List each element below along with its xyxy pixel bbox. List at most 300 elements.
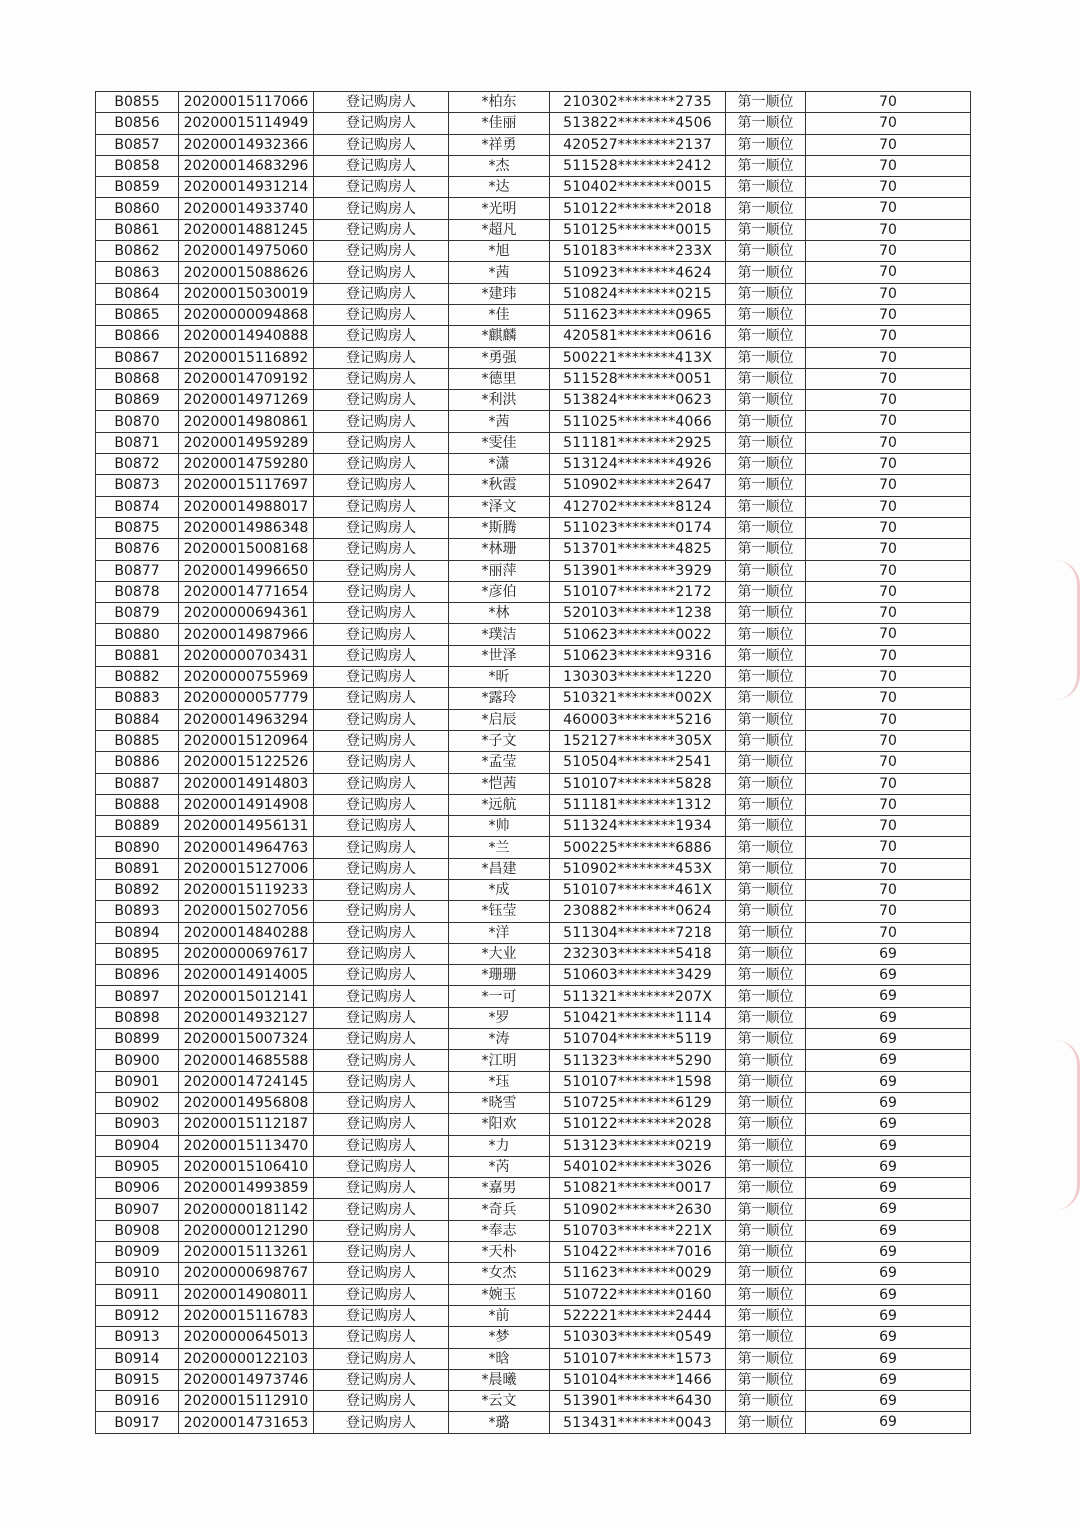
id-number-cell: 460003********5216 (550, 709, 726, 730)
applicant-type-cell: 登记购房人 (314, 134, 449, 155)
registration-table (95, 91, 971, 1434)
score-cell: 70 (806, 794, 971, 815)
application-number-cell: 20200000121290 (179, 1220, 314, 1241)
application-number-cell: 20200015117697 (179, 475, 314, 496)
applicant-name-cell: *建玮 (449, 283, 550, 304)
table-row (96, 390, 971, 411)
priority-cell: 第一顺位 (726, 1305, 806, 1326)
id-number-cell: 510421********1114 (550, 1007, 726, 1028)
score-cell: 70 (806, 92, 971, 113)
table-row (96, 177, 971, 198)
application-number-cell: 20200015030019 (179, 283, 314, 304)
application-number-cell: 20200014963294 (179, 709, 314, 730)
sequence-cell: B0860 (96, 198, 179, 219)
id-number-cell: 513701********4825 (550, 539, 726, 560)
applicant-name-cell: *林 (449, 603, 550, 624)
applicant-type-cell: 登记购房人 (314, 1071, 449, 1092)
table-row (96, 752, 971, 773)
applicant-name-cell: *婉玉 (449, 1284, 550, 1305)
id-number-cell: 510704********5119 (550, 1029, 726, 1050)
table-row (96, 645, 971, 666)
sequence-cell: B0879 (96, 603, 179, 624)
id-number-cell: 510623********0022 (550, 624, 726, 645)
priority-cell: 第一顺位 (726, 688, 806, 709)
id-number-cell: 510107********1573 (550, 1348, 726, 1369)
application-number-cell: 20200000122103 (179, 1348, 314, 1369)
id-number-cell: 510183********233X (550, 241, 726, 262)
score-cell: 69 (806, 1050, 971, 1071)
table-row (96, 1242, 971, 1263)
applicant-type-cell: 登记购房人 (314, 709, 449, 730)
table-row (96, 667, 971, 688)
priority-cell: 第一顺位 (726, 879, 806, 900)
applicant-name-cell: *斯腾 (449, 517, 550, 538)
score-cell: 70 (806, 155, 971, 176)
priority-cell: 第一顺位 (726, 1029, 806, 1050)
applicant-name-cell: *大业 (449, 943, 550, 964)
table-row (96, 113, 971, 134)
score-cell: 70 (806, 368, 971, 389)
applicant-type-cell: 登记购房人 (314, 155, 449, 176)
score-cell: 70 (806, 198, 971, 219)
applicant-type-cell: 登记购房人 (314, 1327, 449, 1348)
applicant-name-cell: *秋霞 (449, 475, 550, 496)
applicant-type-cell: 登记购房人 (314, 283, 449, 304)
application-number-cell: 20200014959289 (179, 432, 314, 453)
table-row (96, 560, 971, 581)
applicant-type-cell: 登记购房人 (314, 986, 449, 1007)
application-number-cell: 20200015008168 (179, 539, 314, 560)
application-number-cell: 20200014973746 (179, 1369, 314, 1390)
application-number-cell: 20200015012141 (179, 986, 314, 1007)
application-number-cell: 20200015120964 (179, 730, 314, 751)
applicant-type-cell: 登记购房人 (314, 1029, 449, 1050)
id-number-cell: 511528********0051 (550, 368, 726, 389)
applicant-name-cell: *世泽 (449, 645, 550, 666)
priority-cell: 第一顺位 (726, 475, 806, 496)
applicant-type-cell: 登记购房人 (314, 1178, 449, 1199)
applicant-name-cell: *前 (449, 1305, 550, 1326)
id-number-cell: 510902********453X (550, 858, 726, 879)
table-row (96, 155, 971, 176)
applicant-type-cell: 登记购房人 (314, 1348, 449, 1369)
score-cell: 70 (806, 262, 971, 283)
score-cell: 70 (806, 858, 971, 879)
applicant-type-cell: 登记购房人 (314, 879, 449, 900)
applicant-type-cell: 登记购房人 (314, 560, 449, 581)
applicant-type-cell: 登记购房人 (314, 858, 449, 879)
sequence-cell: B0890 (96, 837, 179, 858)
applicant-type-cell: 登记购房人 (314, 922, 449, 943)
applicant-name-cell: *子文 (449, 730, 550, 751)
application-number-cell: 20200014914803 (179, 773, 314, 794)
sequence-cell: B0880 (96, 624, 179, 645)
id-number-cell: 510821********0017 (550, 1178, 726, 1199)
applicant-type-cell: 登记购房人 (314, 603, 449, 624)
score-cell: 69 (806, 1284, 971, 1305)
score-cell: 69 (806, 1305, 971, 1326)
applicant-type-cell: 登记购房人 (314, 794, 449, 815)
application-number-cell: 20200015117066 (179, 92, 314, 113)
score-cell: 70 (806, 667, 971, 688)
priority-cell: 第一顺位 (726, 943, 806, 964)
sequence-cell: B0874 (96, 496, 179, 517)
applicant-name-cell: *麒麟 (449, 326, 550, 347)
table-row (96, 241, 971, 262)
applicant-type-cell: 登记购房人 (314, 752, 449, 773)
sequence-cell: B0869 (96, 390, 179, 411)
applicant-type-cell: 登记购房人 (314, 411, 449, 432)
table-row (96, 475, 971, 496)
table-row (96, 454, 971, 475)
priority-cell: 第一顺位 (726, 901, 806, 922)
score-cell: 70 (806, 730, 971, 751)
application-number-cell: 20200015113470 (179, 1135, 314, 1156)
applicant-type-cell: 登记购房人 (314, 667, 449, 688)
priority-cell: 第一顺位 (726, 965, 806, 986)
applicant-name-cell: *茜 (449, 262, 550, 283)
application-number-cell: 20200000694361 (179, 603, 314, 624)
sequence-cell: B0881 (96, 645, 179, 666)
score-cell: 69 (806, 1391, 971, 1412)
sequence-cell: B0913 (96, 1327, 179, 1348)
table-row (96, 539, 971, 560)
sequence-cell: B0915 (96, 1369, 179, 1390)
table-row (96, 943, 971, 964)
applicant-type-cell: 登记购房人 (314, 901, 449, 922)
score-cell: 69 (806, 1348, 971, 1369)
id-number-cell: 510725********6129 (550, 1092, 726, 1113)
applicant-type-cell: 登记购房人 (314, 390, 449, 411)
table-body (96, 92, 971, 1434)
id-number-cell: 500221********413X (550, 347, 726, 368)
priority-cell: 第一顺位 (726, 645, 806, 666)
score-cell: 70 (806, 411, 971, 432)
priority-cell: 第一顺位 (726, 304, 806, 325)
score-cell: 69 (806, 1135, 971, 1156)
priority-cell: 第一顺位 (726, 1348, 806, 1369)
sequence-cell: B0914 (96, 1348, 179, 1369)
applicant-type-cell: 登记购房人 (314, 1220, 449, 1241)
application-number-cell: 20200015116892 (179, 347, 314, 368)
application-number-cell: 20200015127006 (179, 858, 314, 879)
sequence-cell: B0872 (96, 454, 179, 475)
applicant-name-cell: *彦伯 (449, 581, 550, 602)
applicant-name-cell: *奇兵 (449, 1199, 550, 1220)
id-number-cell: 510923********4624 (550, 262, 726, 283)
sequence-cell: B0889 (96, 816, 179, 837)
application-number-cell: 20200014709192 (179, 368, 314, 389)
id-number-cell: 513901********3929 (550, 560, 726, 581)
sequence-cell: B0876 (96, 539, 179, 560)
id-number-cell: 513822********4506 (550, 113, 726, 134)
score-cell: 69 (806, 1327, 971, 1348)
table-row (96, 1114, 971, 1135)
sequence-cell: B0861 (96, 219, 179, 240)
applicant-type-cell: 登记购房人 (314, 1114, 449, 1135)
id-number-cell: 510104********1466 (550, 1369, 726, 1390)
applicant-name-cell: *佳丽 (449, 113, 550, 134)
sequence-cell: B0886 (96, 752, 179, 773)
id-number-cell: 510902********2630 (550, 1199, 726, 1220)
score-cell: 70 (806, 304, 971, 325)
priority-cell: 第一顺位 (726, 1199, 806, 1220)
score-cell: 70 (806, 624, 971, 645)
application-number-cell: 20200000755969 (179, 667, 314, 688)
application-number-cell: 20200014840288 (179, 922, 314, 943)
score-cell: 70 (806, 134, 971, 155)
table-row (96, 1391, 971, 1412)
priority-cell: 第一顺位 (726, 155, 806, 176)
applicant-type-cell: 登记购房人 (314, 454, 449, 475)
priority-cell: 第一顺位 (726, 1135, 806, 1156)
applicant-name-cell: *钰莹 (449, 901, 550, 922)
score-cell: 70 (806, 922, 971, 943)
score-cell: 70 (806, 709, 971, 730)
id-number-cell: 513824********0623 (550, 390, 726, 411)
table-row (96, 1305, 971, 1326)
application-number-cell: 20200014914908 (179, 794, 314, 815)
id-number-cell: 510122********2018 (550, 198, 726, 219)
id-number-cell: 420527********2137 (550, 134, 726, 155)
score-cell: 69 (806, 1156, 971, 1177)
red-seal-fragment (1055, 560, 1080, 700)
priority-cell: 第一顺位 (726, 1007, 806, 1028)
sequence-cell: B0871 (96, 432, 179, 453)
sequence-cell: B0916 (96, 1391, 179, 1412)
id-number-cell: 510107********461X (550, 879, 726, 900)
applicant-type-cell: 登记购房人 (314, 219, 449, 240)
applicant-name-cell: *梦 (449, 1327, 550, 1348)
priority-cell: 第一顺位 (726, 986, 806, 1007)
id-number-cell: 511324********1934 (550, 816, 726, 837)
application-number-cell: 20200014971269 (179, 390, 314, 411)
table-row (96, 986, 971, 1007)
table-row (96, 965, 971, 986)
table-row (96, 1029, 971, 1050)
sequence-cell: B0858 (96, 155, 179, 176)
priority-cell: 第一顺位 (726, 390, 806, 411)
score-cell: 70 (806, 517, 971, 538)
priority-cell: 第一顺位 (726, 177, 806, 198)
priority-cell: 第一顺位 (726, 326, 806, 347)
applicant-type-cell: 登记购房人 (314, 1242, 449, 1263)
score-cell: 70 (806, 560, 971, 581)
applicant-name-cell: *启辰 (449, 709, 550, 730)
applicant-type-cell: 登记购房人 (314, 304, 449, 325)
score-cell: 69 (806, 1092, 971, 1113)
score-cell: 70 (806, 347, 971, 368)
score-cell: 69 (806, 1071, 971, 1092)
sequence-cell: B0865 (96, 304, 179, 325)
score-cell: 70 (806, 390, 971, 411)
application-number-cell: 20200000703431 (179, 645, 314, 666)
application-number-cell: 20200015007324 (179, 1029, 314, 1050)
application-number-cell: 20200014956131 (179, 816, 314, 837)
applicant-name-cell: *柏东 (449, 92, 550, 113)
score-cell: 70 (806, 837, 971, 858)
sequence-cell: B0911 (96, 1284, 179, 1305)
priority-cell: 第一顺位 (726, 1156, 806, 1177)
application-number-cell: 20200015088626 (179, 262, 314, 283)
table-row (96, 1348, 971, 1369)
id-number-cell: 510402********0015 (550, 177, 726, 198)
id-number-cell: 510125********0015 (550, 219, 726, 240)
application-number-cell: 20200015106410 (179, 1156, 314, 1177)
sequence-cell: B0898 (96, 1007, 179, 1028)
application-number-cell: 20200014881245 (179, 219, 314, 240)
application-number-cell: 20200014908011 (179, 1284, 314, 1305)
table-row (96, 198, 971, 219)
table-row (96, 858, 971, 879)
applicant-type-cell: 登记购房人 (314, 241, 449, 262)
applicant-type-cell: 登记购房人 (314, 1284, 449, 1305)
priority-cell: 第一顺位 (726, 1071, 806, 1092)
table-row (96, 1263, 971, 1284)
applicant-name-cell: *孟莹 (449, 752, 550, 773)
applicant-name-cell: *江明 (449, 1050, 550, 1071)
applicant-name-cell: *帅 (449, 816, 550, 837)
applicant-type-cell: 登记购房人 (314, 1050, 449, 1071)
applicant-name-cell: *丽萍 (449, 560, 550, 581)
sequence-cell: B0873 (96, 475, 179, 496)
table-row (96, 496, 971, 517)
table-row (96, 347, 971, 368)
priority-cell: 第一顺位 (726, 1263, 806, 1284)
id-number-cell: 511023********0174 (550, 517, 726, 538)
priority-cell: 第一顺位 (726, 496, 806, 517)
score-cell: 69 (806, 943, 971, 964)
priority-cell: 第一顺位 (726, 368, 806, 389)
id-number-cell: 510603********3429 (550, 965, 726, 986)
table-row (96, 326, 971, 347)
applicant-name-cell: *阳欢 (449, 1114, 550, 1135)
id-number-cell: 520103********1238 (550, 603, 726, 624)
application-number-cell: 20200015112910 (179, 1391, 314, 1412)
applicant-name-cell: *云文 (449, 1391, 550, 1412)
table-row (96, 1284, 971, 1305)
score-cell: 69 (806, 1220, 971, 1241)
sequence-cell: B0908 (96, 1220, 179, 1241)
sequence-cell: B0912 (96, 1305, 179, 1326)
id-number-cell: 513901********6430 (550, 1391, 726, 1412)
id-number-cell: 511623********0965 (550, 304, 726, 325)
table-row (96, 879, 971, 900)
id-number-cell: 510422********7016 (550, 1242, 726, 1263)
priority-cell: 第一顺位 (726, 347, 806, 368)
application-number-cell: 20200014933740 (179, 198, 314, 219)
sequence-cell: B0878 (96, 581, 179, 602)
sequence-cell: B0885 (96, 730, 179, 751)
applicant-name-cell: *超凡 (449, 219, 550, 240)
applicant-name-cell: *力 (449, 1135, 550, 1156)
priority-cell: 第一顺位 (726, 773, 806, 794)
table-row (96, 581, 971, 602)
score-cell: 70 (806, 475, 971, 496)
application-number-cell: 20200015119233 (179, 879, 314, 900)
applicant-name-cell: *洋 (449, 922, 550, 943)
applicant-name-cell: *璐 (449, 1412, 550, 1433)
score-cell: 70 (806, 219, 971, 240)
application-number-cell: 20200014996650 (179, 560, 314, 581)
id-number-cell: 513123********0219 (550, 1135, 726, 1156)
table-row (96, 709, 971, 730)
sequence-cell: B0905 (96, 1156, 179, 1177)
applicant-name-cell: *勇强 (449, 347, 550, 368)
applicant-name-cell: *女杰 (449, 1263, 550, 1284)
applicant-name-cell: *林珊 (449, 539, 550, 560)
sequence-cell: B0909 (96, 1242, 179, 1263)
sequence-cell: B0901 (96, 1071, 179, 1092)
application-number-cell: 20200014932127 (179, 1007, 314, 1028)
application-number-cell: 20200000645013 (179, 1327, 314, 1348)
table-row (96, 1007, 971, 1028)
application-number-cell: 20200000698767 (179, 1263, 314, 1284)
application-number-cell: 20200014724145 (179, 1071, 314, 1092)
sequence-cell: B0887 (96, 773, 179, 794)
application-number-cell: 20200000181142 (179, 1199, 314, 1220)
priority-cell: 第一顺位 (726, 816, 806, 837)
sequence-cell: B0855 (96, 92, 179, 113)
table-row (96, 688, 971, 709)
sequence-cell: B0894 (96, 922, 179, 943)
applicant-name-cell: *露玲 (449, 688, 550, 709)
sequence-cell: B0897 (96, 986, 179, 1007)
table-row (96, 1135, 971, 1156)
id-number-cell: 210302********2735 (550, 92, 726, 113)
sequence-cell: B0864 (96, 283, 179, 304)
score-cell: 70 (806, 241, 971, 262)
applicant-type-cell: 登记购房人 (314, 1007, 449, 1028)
priority-cell: 第一顺位 (726, 560, 806, 581)
id-number-cell: 511528********2412 (550, 155, 726, 176)
sequence-cell: B0856 (96, 113, 179, 134)
priority-cell: 第一顺位 (726, 283, 806, 304)
application-number-cell: 20200015113261 (179, 1242, 314, 1263)
applicant-name-cell: *奉志 (449, 1220, 550, 1241)
application-number-cell: 20200015122526 (179, 752, 314, 773)
applicant-type-cell: 登记购房人 (314, 837, 449, 858)
score-cell: 70 (806, 645, 971, 666)
applicant-type-cell: 登记购房人 (314, 326, 449, 347)
application-number-cell: 20200014759280 (179, 454, 314, 475)
id-number-cell: 232303********5418 (550, 943, 726, 964)
applicant-name-cell: *兰 (449, 837, 550, 858)
score-cell: 70 (806, 901, 971, 922)
applicant-type-cell: 登记购房人 (314, 177, 449, 198)
applicant-name-cell: *泽文 (449, 496, 550, 517)
applicant-type-cell: 登记购房人 (314, 368, 449, 389)
score-cell: 69 (806, 1199, 971, 1220)
priority-cell: 第一顺位 (726, 92, 806, 113)
applicant-name-cell: *祥勇 (449, 134, 550, 155)
priority-cell: 第一顺位 (726, 539, 806, 560)
priority-cell: 第一顺位 (726, 1220, 806, 1241)
priority-cell: 第一顺位 (726, 1391, 806, 1412)
score-cell: 70 (806, 496, 971, 517)
score-cell: 69 (806, 1007, 971, 1028)
sequence-cell: B0903 (96, 1114, 179, 1135)
score-cell: 70 (806, 752, 971, 773)
applicant-name-cell: *达 (449, 177, 550, 198)
application-number-cell: 20200014685588 (179, 1050, 314, 1071)
application-number-cell: 20200014956808 (179, 1092, 314, 1113)
sequence-cell: B0867 (96, 347, 179, 368)
score-cell: 69 (806, 986, 971, 1007)
applicant-type-cell: 登记购房人 (314, 1199, 449, 1220)
priority-cell: 第一顺位 (726, 113, 806, 134)
applicant-type-cell: 登记购房人 (314, 262, 449, 283)
